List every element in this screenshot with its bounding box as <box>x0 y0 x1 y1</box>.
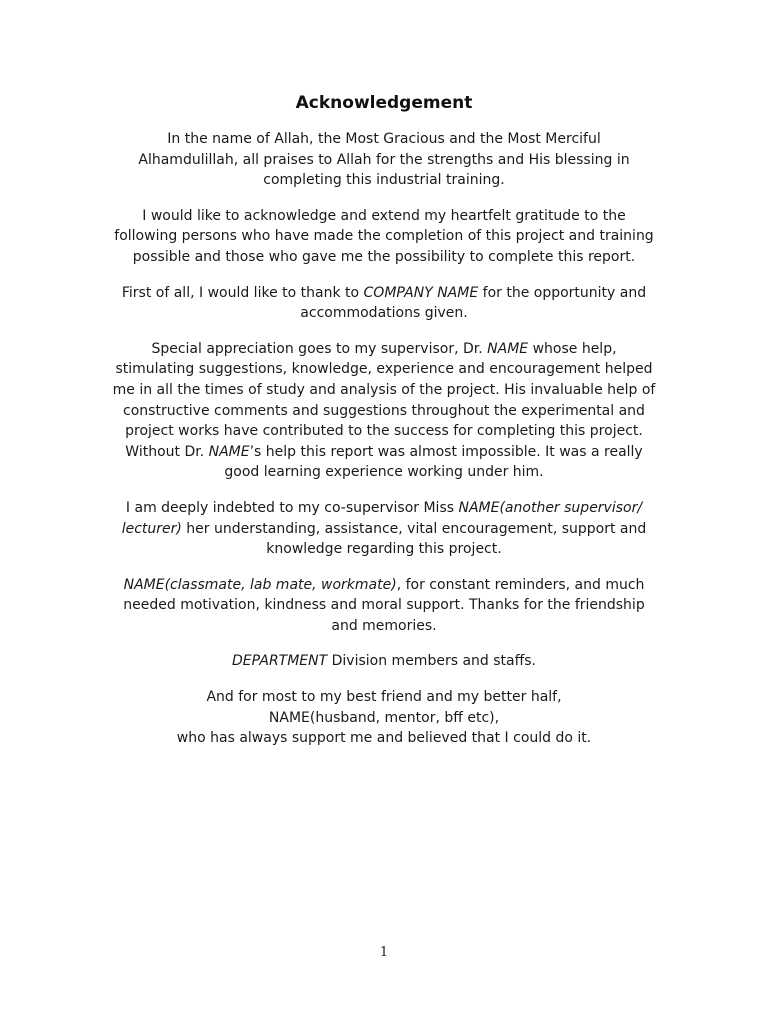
paragraph-gratitude <box>80 206 688 268</box>
paragraph-company <box>80 283 688 324</box>
text-line <box>80 283 688 304</box>
text-line: stimulating suggestions, knowledge, experience and encouragement helped <box>115 361 653 378</box>
text-line <box>80 651 688 672</box>
department-placeholder: DEPARTMENT <box>232 653 328 670</box>
paragraph-co-supervisor <box>80 498 688 560</box>
text-line: I would like to acknowledge and extend my heartfelt gratitude to the <box>142 207 626 224</box>
paragraph-department <box>80 651 688 672</box>
text-line: and memories. <box>331 617 437 634</box>
text-line: project works have contributed to the success for completing this project. <box>125 423 643 440</box>
text-line: And for most to my best friend and my better half, <box>206 689 562 706</box>
text-run: I am deeply indebted to my co-supervisor Miss <box>125 499 459 516</box>
paragraph-closing <box>80 687 688 749</box>
text-run: , for constant reminders, and much <box>396 576 645 593</box>
text-run: for the opportunity and <box>478 284 647 301</box>
paragraph-opening <box>80 129 688 191</box>
text-line: NAME(husband, mentor, bff etc), <box>268 709 500 726</box>
page-title: Acknowledgement <box>295 93 473 113</box>
supervisor-name-placeholder: NAME <box>487 340 529 357</box>
text-line: following persons who have made the completion of this project and training <box>114 228 654 245</box>
text-line <box>80 339 688 360</box>
text-line: Alhamdulillah, all praises to Allah for the strengths and His blessing in <box>138 151 630 168</box>
text-line <box>80 575 688 596</box>
text-run: her understanding, assistance, vital encouragement, support and <box>181 520 647 537</box>
text-line: me in all the times of study and analysis of the project. His invaluable help of <box>112 381 656 398</box>
text-line <box>80 498 688 519</box>
paragraph-supervisor <box>80 339 688 483</box>
paragraph-classmates <box>80 575 688 637</box>
supervisor-name-placeholder: NAME <box>208 443 250 460</box>
text-run: Special appreciation goes to my supervisor, Dr. <box>151 340 488 357</box>
text-line: who has always support me and believed that I could do it. <box>176 730 592 747</box>
text-run: whose help, <box>528 340 617 357</box>
text-line <box>80 519 688 540</box>
text-line <box>80 442 688 463</box>
text-run: First of all, I would like to thank to <box>121 284 364 301</box>
text-line: accommodations given. <box>300 305 468 322</box>
text-line: knowledge regarding this project. <box>266 541 502 558</box>
co-supervisor-name-placeholder: lecturer) <box>121 520 182 537</box>
text-line: needed motivation, kindness and moral support. Thanks for the friendship <box>123 597 645 614</box>
page-number: 1 <box>379 945 389 960</box>
text-run: Without Dr. <box>125 443 209 460</box>
classmate-name-placeholder: NAME(classmate, lab mate, workmate) <box>123 576 397 593</box>
text-run: Division members and staffs. <box>327 653 536 670</box>
text-line: In the name of Allah, the Most Gracious and the Most Merciful <box>167 131 601 147</box>
co-supervisor-name-placeholder: NAME(another supervisor/ <box>458 499 643 516</box>
text-run: ’s help this report was almost impossible. It was a really <box>249 443 643 460</box>
company-name-placeholder: COMPANY NAME <box>363 284 479 301</box>
text-line: completing this industrial training. <box>263 172 505 189</box>
text-line: constructive comments and suggestions throughout the experimental and <box>123 402 645 419</box>
document-body <box>80 129 688 749</box>
text-line: possible and those who gave me the possibility to complete this report. <box>132 248 636 265</box>
text-line: good learning experience working under him. <box>224 464 544 481</box>
